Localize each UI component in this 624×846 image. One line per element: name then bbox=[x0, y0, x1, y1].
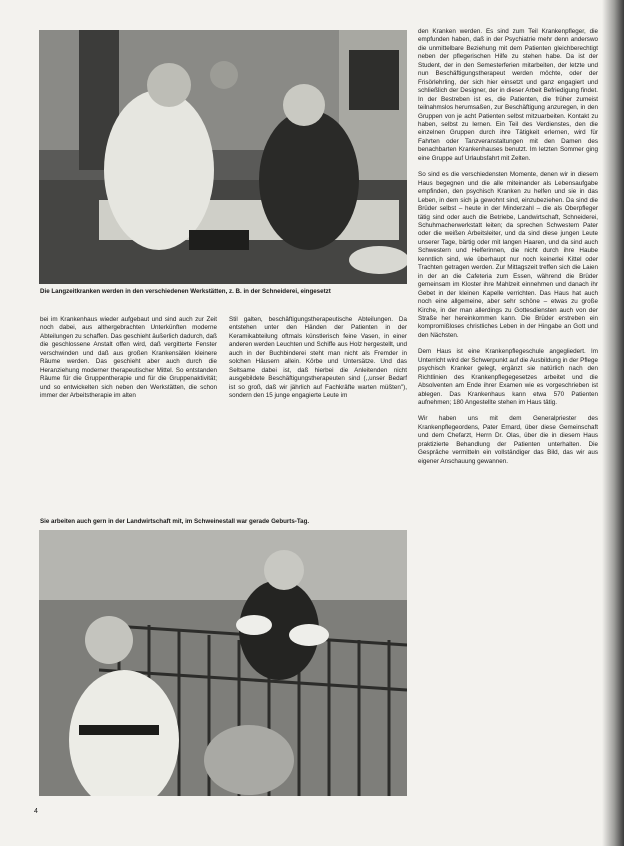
photo-caption-top: Die Langzeitkranken werden in den verschiedenen Werkstätten, z. B. in der Schneiderei, eingesetzt bbox=[40, 288, 331, 295]
paragraph: bei im Krankenhaus wieder aufgebaut und sind auch zur Zeit noch dabei, aus althergebrachten Unterkünften moderne Abteilungen zu schaffen. Das geschieht äußerlich dadurch, daß die geschlossene Anstalt offen wird, daß vergitterte Fenster verschwinden und daß aus großen Krankensälen kleinere Räume werden. Das geschieht aber auch durch die Heranziehung moderner therapeutischer Mittel. So entstanden Räume für die Gruppentherapie und für die Gruppenaktivität; und so entwickelten sich neben den Werkstätten, die schon immer der Arbeitstherapie im alten bbox=[40, 316, 217, 400]
article-column-middle bbox=[229, 316, 407, 516]
paragraph: Wir haben uns mit dem Generalpriester des Krankenpflegeordens, Pater Ernard, über diese Gemeinschaft und dem Chefarzt, Herrn Dr. Olas, über die in diesem Haus praktizierte Behandlung der Patienten unterhalten. Die Gespräche vermitteln ein vollständiger das Bild, das wir aus eigener Anschauung gewannen. bbox=[418, 415, 598, 465]
paragraph: Stil galten, beschäftigungstherapeutische Abteilungen. Da entstehen unter den Händen der Patienten in der Keramikabteilung oftmals künstlerisch feine Vasen, in einer anderen werden Leuchten und Schiffe aus Holz hergestellt, und auch in der Buchbinderei steht man nicht als Fremder in solchen Häusern allein. Körbe und Untersätze. Und das Seltsame dabei ist, daß hierbei die Anleitenden nicht ausgebildete Beschäftigungstherapeuten sind (,,unser Bedarf ist so groß, daß wir jährlich auf Fachkräfte warten müßten"), sondern den 15 junge engagierte Leute im bbox=[229, 316, 407, 400]
paragraph: So sind es die verschiedensten Momente, denen wir in diesem Haus begegnen und die alle miteinander als Lebensaufgabe empfinden, den psychisch Kranken zu helfen und sie in das Leben, in dem sich ja gewohnt sind, einzubeziehen. Da sind die Brüder selbst – heute in der Minderzahl – die als Oberpfleger tätig sind oder auch die Betriebe, Landwirtschaft, Schneiderei, Schuhmacherwerkstatt leiten; da sprechen Schwestern Pater oder die weißen Arbeitsleiter, und da sind diese jungen Leute unserer Tage, bärtig oder mit langen Haaren, und da sind auch Schwestern und Helferinnen, die nicht durch ihre Haube kenntlich sind, wie überhaupt nur noch keinerlei Kittel oder Trachten getragen werden. Zur Mittagszeit treffen sich die Laien in der an die Cafeteria zum Essen, während die Brüder gemeinsam im Kloster ihre Mahlzeit einnehmen und danach ihr Gebet in der kleinen Kapelle verrichten. Das Haus hat auch noch eine allgemeine, aber sehr schöne – etwas zu große Kirche, in der man allerdings zu Gottesdiensten auch von der Straße her hereinkommen kann. Die Brüder erstreben ein kompromißloses christliches Leben in der Hingabe an Gott und den Nächsten. bbox=[418, 171, 598, 339]
binding-shadow bbox=[602, 0, 624, 846]
page-number: 4 bbox=[34, 808, 38, 815]
photo-caption-bottom: Sie arbeiten auch gern in der Landwirtschaft mit, im Schweinestall war gerade Geburts-Tag. bbox=[40, 518, 310, 525]
photo-tailoring-workshop bbox=[39, 30, 407, 284]
article-column-right bbox=[418, 28, 598, 800]
paragraph: Dem Haus ist eine Krankenpflegeschule angegliedert. Im Unterricht wird der Schwerpunkt auf die Ausbildung in der Pflege psychisch Kranker gelegt, ergänzt sie natürlich nach den Richtlinien des Krankenpflegegesetzes arbeitet und die Absolventen am Ende ihrer Examen wie es vorgeschrieben ist ablegen. Das Krankenhaus kann etwa 570 Patienten aufnehmen; 180 Angestellte stehen im Haus tätig. bbox=[418, 348, 598, 407]
article-column-left bbox=[40, 316, 217, 516]
photo-pigsty bbox=[39, 530, 407, 796]
paragraph: den Kranken werden. Es sind zum Teil Krankenpfleger, die empfunden haben, daß in der Psychiatrie mehr denn anderswo die unmittelbare Beziehung mit dem Patienten gleichberechtigt neben der pflegerischen Hilfe zu stehen habe. Da ist der Student, der in den Semesterferien mitarbeiten, der letzte und nun Beschäftigungstherapeut werden möchte, oder der Frisörlehrling, der sich hier einsetzt und ganz engagiert und schließlich der Designer, der in dieser Arbeit Befriedigung findet. In der Bestreben ist es, die Patienten, die früher zumeist teilnahmslos herumsaßen, zur Beschäftigung anzuregen, in den Gruppen von je acht Patienten selbst mitzuarbeiten. Kontakt zu haben, selbst zu lernen. Ein Teil des Verdienstes, den die einzelnen Gruppen durch ihre Tätigkeit erlernen, wird für Fahrten oder Tanzveranstaltungen mit den Damen des benachbarten Krankenhauses benutzt. Im letzten Sommer ging eine Gruppe auf Urlaubsfahrt mit Zelten. bbox=[418, 28, 598, 162]
